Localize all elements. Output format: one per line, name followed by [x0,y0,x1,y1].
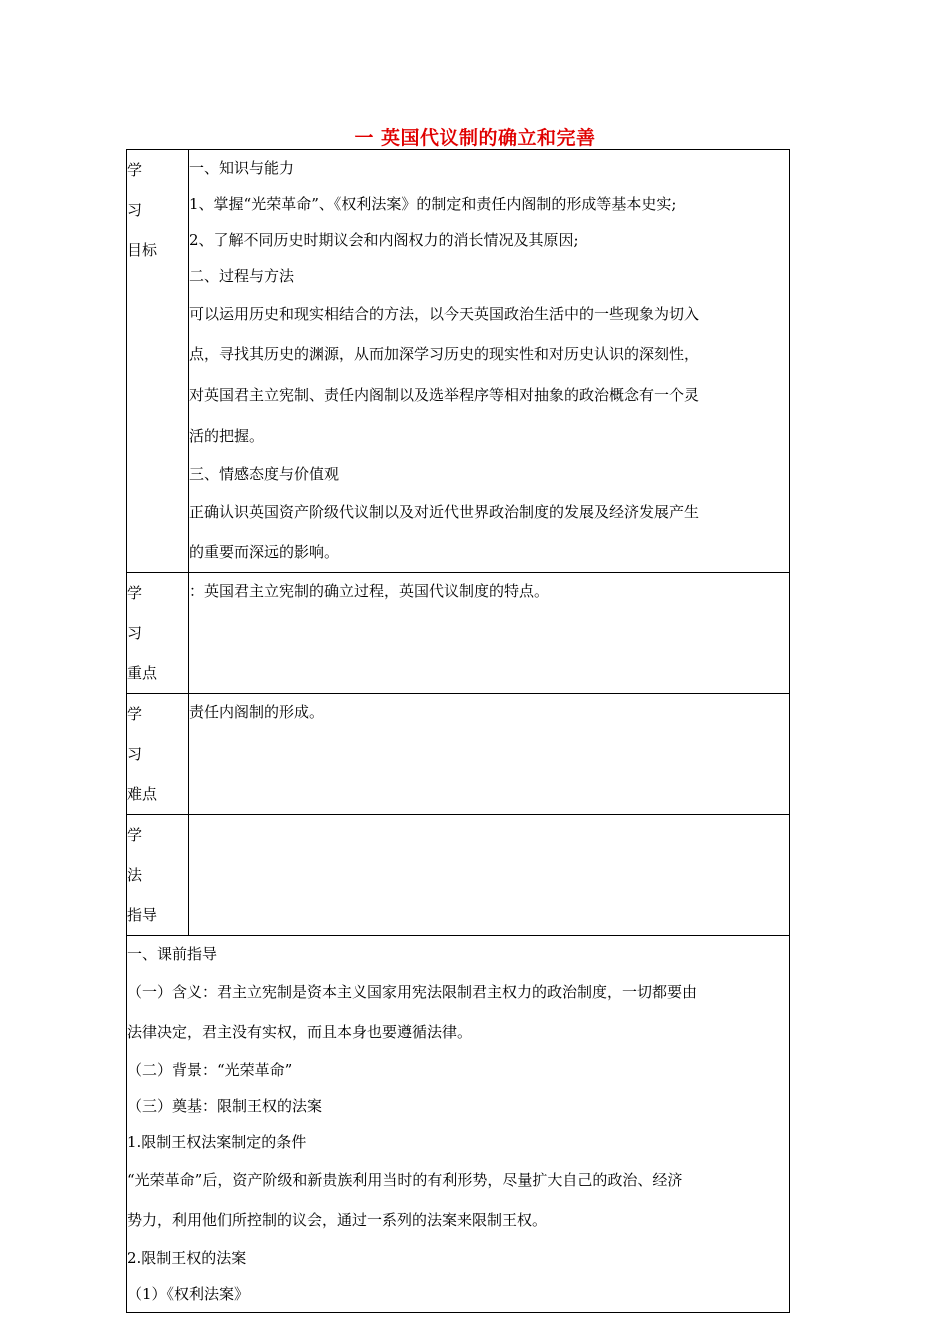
objectives-heading-2: 二、过程与方法 [189,267,295,285]
objectives-line: 1、掌握“光荣革命”、《权利法案》的制定和责任内阁制的形成等基本史实; [189,195,677,213]
row-label-line2: 重点 [127,664,158,682]
difficulties-text: 责任内阁制的形成。 [189,703,325,721]
key-points-content [189,573,790,694]
method-guide-content [189,815,790,936]
preclass-line: （三）奠基：限制王权的法案 [127,1097,323,1115]
preclass-line: （1）《权利法案》 [127,1285,250,1303]
row-label-line2: 难点 [127,785,158,803]
objectives-content [189,150,790,573]
objectives-heading-1: 一、知识与能力 [189,159,295,177]
objectives-line: 正确认识英国资产阶级代议制以及对近代世界政治制度的发展及经济发展产生 [189,503,700,521]
preclass-heading: 一、课前指导 [127,945,218,963]
row-label-line1: 学 习 [127,584,153,642]
row-label-method-guide [127,815,189,936]
row-label-difficulties [127,694,189,815]
row-label-objectives [127,150,189,573]
table-row-key-points [127,573,790,694]
preclass-line: 势力，利用他们所控制的议会，通过一系列的法案来限制王权。 [127,1211,548,1229]
table-row-difficulties [127,694,790,815]
objectives-line: 对英国君主立宪制、责任内阁制以及选举程序等相对抽象的政治概念有一个灵 [189,386,700,404]
objectives-line: 活的把握。 [189,427,265,445]
preclass-line: 2.限制王权的法案 [127,1249,247,1267]
preclass-line: “光荣革命”后，资产阶级和新贵族利用当时的有利形势，尽量扩大自己的政治、经济 [127,1171,683,1189]
difficulties-content [189,694,790,815]
preclass-line: 法律决定，君主没有实权，而且本身也要遵循法律。 [127,1023,473,1041]
row-label-line1: 学 习 [127,705,153,763]
objectives-line: 的重要而深远的影响。 [189,543,340,561]
row-label-line1: 学 习 [127,161,153,219]
objectives-line: 可以运用历史和现实相结合的方法，以今天英国政治生活中的一些现象为切入 [189,305,700,323]
table-row-method-guide [127,815,790,936]
preclass-line: 1.限制王权法案制定的条件 [127,1133,307,1151]
table-row-preclass [127,936,790,1313]
row-label-key-points [127,573,189,694]
preclass-line: （二）背景：“光荣革命” [127,1061,293,1079]
objectives-line: 点，寻找其历史的渊源，从而加深学习历史的现实性和对历史认识的深刻性， [189,345,700,363]
lesson-plan-table [126,149,790,1313]
key-points-text: ：英国君主立宪制的确立过程，英国代议制度的特点。 [189,582,550,600]
preclass-content [127,936,790,1313]
objectives-heading-3: 三、情感态度与价值观 [189,465,340,483]
row-label-line2: 指导 [127,906,158,924]
row-label-line1: 学 法 [127,826,153,884]
row-label-line2: 目标 [127,241,158,259]
table-row-objectives [127,150,790,573]
preclass-line: （一）含义：君主立宪制是资本主义国家用宪法限制君主权力的政治制度，一切都要由 [127,983,698,1001]
page-title: 一 英国代议制的确立和完善 [354,127,596,149]
objectives-line: 2、了解不同历史时期议会和内阁权力的消长情况及其原因; [189,231,579,249]
